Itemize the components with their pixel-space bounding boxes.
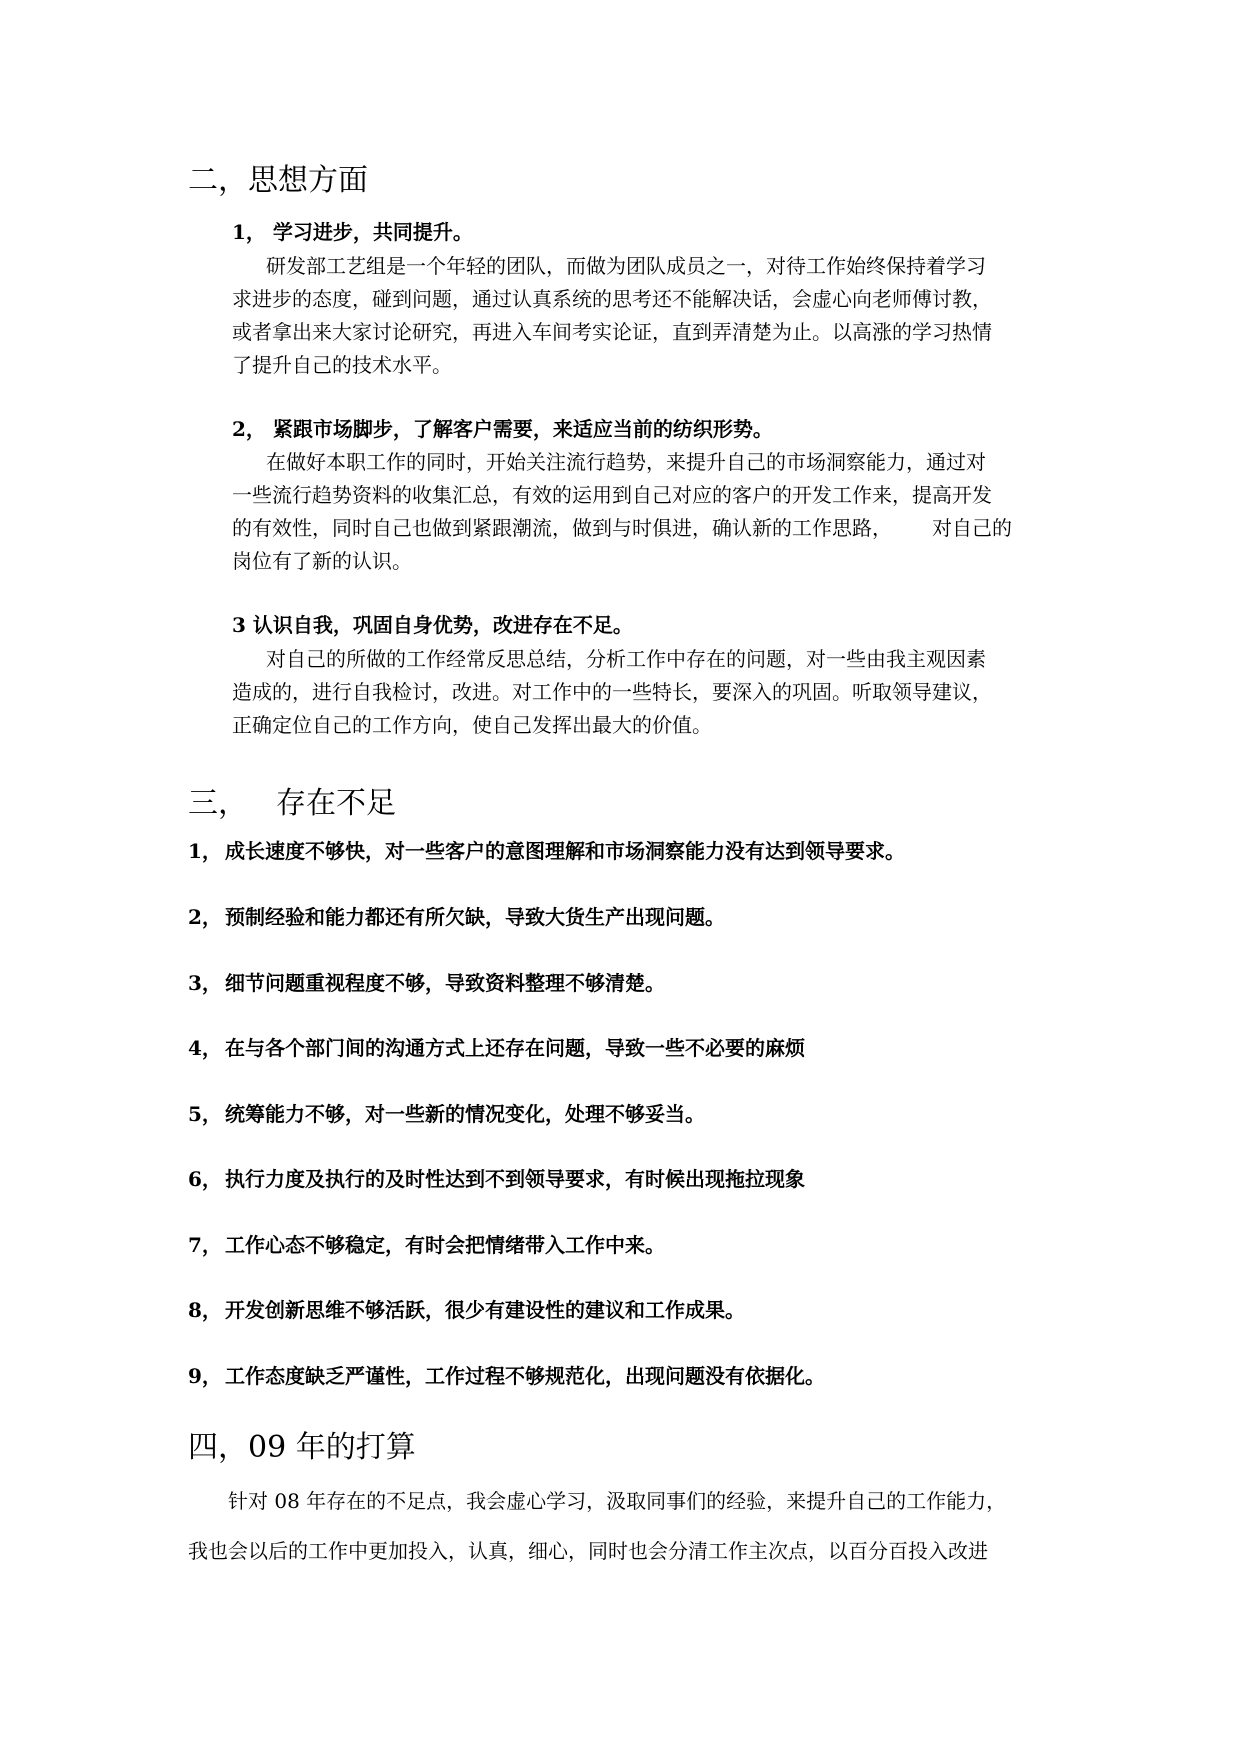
paragraph-line: 正确定位自己的工作方向，使自己发挥出最大的价值。	[232, 713, 712, 737]
plan-paragraph	[188, 1476, 1006, 1576]
section-heading-4: 四，09 年的打算	[188, 1430, 416, 1465]
list-text: 在与各个部门间的沟通方式上还存在问题，导致一些不必要的麻烦	[225, 1036, 805, 1060]
list-number: 5，	[188, 1102, 222, 1126]
paragraph-line: 对自己的所做的工作经常反思总结，分析工作中存在的问题，对一些由我主观因素	[266, 647, 986, 671]
heading-prefix: 三，	[188, 786, 248, 821]
list-text: 成长速度不够快，对一些客户的意图理解和市场洞察能力没有达到领导要求。	[225, 839, 905, 863]
paragraph-2	[232, 446, 1012, 578]
list-text: 细节问题重视程度不够，导致资料整理不够清楚。	[225, 971, 665, 995]
section-heading-2: 二，思想方面	[188, 163, 368, 198]
paragraph-3	[232, 643, 992, 742]
subheading-3: 3 认识自我，巩固自身优势，改进存在不足。	[232, 613, 633, 637]
paragraph-1	[232, 250, 992, 382]
paragraph-line: 岗位有了新的认识。	[232, 549, 412, 573]
section-heading-3	[188, 786, 396, 822]
paragraph-line-part: 的有效性，同时自己也做到紧跟潮流，做到与时俱进，确认新的工作思路，	[232, 516, 892, 540]
list-item	[188, 1166, 805, 1192]
paragraph-line: 针对 08 年存在的不足点，我会虚心学习，汲取同事们的经验，来提升自己的工作能力，	[228, 1489, 1007, 1513]
list-number: 9，	[188, 1364, 222, 1388]
paragraph-line: 了提升自己的技术水平。	[232, 353, 452, 377]
paragraph-line: 造成的，进行自我检讨，改进。对工作中的一些特长，要深入的巩固。听取领导建议，	[232, 680, 992, 704]
list-text: 统筹能力不够，对一些新的情况变化，处理不够妥当。	[225, 1102, 705, 1126]
list-number: 4，	[188, 1036, 222, 1060]
list-item	[188, 904, 725, 930]
list-item	[188, 1035, 805, 1061]
list-item	[188, 1101, 705, 1127]
list-number: 3，	[188, 971, 222, 995]
paragraph-line	[232, 512, 1012, 545]
list-item	[188, 1297, 745, 1323]
paragraph-line: 或者拿出来大家讨论研究，再进入车间考实论证，直到弄清楚为止。以高涨的学习热情	[232, 320, 992, 344]
list-item	[188, 838, 905, 864]
list-text: 预制经验和能力都还有所欠缺，导致大货生产出现问题。	[225, 905, 725, 929]
subheading-1: 1， 学习进步，共同提升。	[232, 220, 473, 244]
heading-text: 存在不足	[276, 786, 396, 821]
list-number: 2，	[188, 905, 222, 929]
paragraph-line: 我也会以后的工作中更加投入，认真，细心，同时也会分清工作主次点，以百分百投入改进	[188, 1539, 988, 1563]
paragraph-line: 求进步的态度，碰到问题，通过认真系统的思考还不能解决话，会虚心向老师傅讨教，	[232, 287, 992, 311]
paragraph-line: 一些流行趋势资料的收集汇总，有效的运用到自己对应的客户的开发工作来，提高开发	[232, 483, 992, 507]
list-text: 工作态度缺乏严谨性，工作过程不够规范化，出现问题没有依据化。	[225, 1364, 825, 1388]
list-text: 开发创新思维不够活跃，很少有建设性的建议和工作成果。	[225, 1298, 745, 1322]
paragraph-line: 研发部工艺组是一个年轻的团队，而做为团队成员之一，对待工作始终保持着学习	[266, 254, 986, 278]
subheading-2: 2， 紧跟市场脚步，了解客户需要，来适应当前的纺织形势。	[232, 417, 773, 441]
list-number: 8，	[188, 1298, 222, 1322]
paragraph-line: 在做好本职工作的同时，开始关注流行趋势，来提升自己的市场洞察能力，通过对	[266, 450, 986, 474]
list-item	[188, 970, 665, 996]
list-number: 1，	[188, 839, 222, 863]
list-number: 7，	[188, 1233, 222, 1257]
list-number: 6，	[188, 1167, 222, 1191]
list-item	[188, 1363, 825, 1389]
list-text: 执行力度及执行的及时性达到不到领导要求，有时候出现拖拉现象	[225, 1167, 805, 1191]
list-text: 工作心态不够稳定，有时会把情绪带入工作中来。	[225, 1233, 665, 1257]
paragraph-line-part: 对自己的	[932, 516, 1012, 540]
list-item	[188, 1232, 665, 1258]
